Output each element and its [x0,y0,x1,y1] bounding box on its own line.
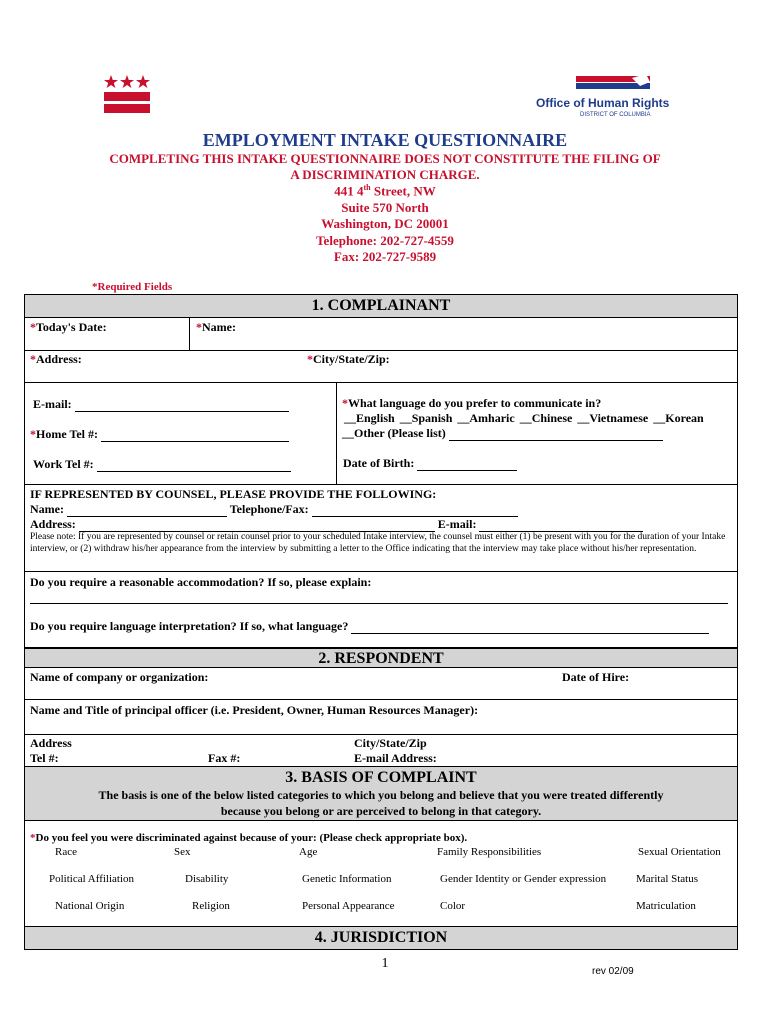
ohr-logo-subtext: DISTRICT OF COLUMBIA [580,112,651,118]
required-asterisk: * [307,352,313,366]
category-age[interactable]: Age [299,846,318,858]
office-street-name: Street, NW [370,183,436,199]
email-label: E-mail: [33,397,72,411]
section-basis-header [24,766,738,821]
counsel-email-label: E-mail: [437,517,477,531]
office-street [0,183,770,199]
counsel-name-label: Name: [30,502,64,516]
respondent-address-label[interactable]: Address [30,736,72,750]
counsel-name-field[interactable] [30,502,518,517]
counsel-heading: IF REPRESENTED BY COUNSEL, PLEASE PROVIDE THE FOLLOWING: [30,487,437,501]
section-jurisdiction-title: 4. JURISDICTION [314,929,448,946]
section-jurisdiction-header [24,926,738,950]
city-state-zip-field[interactable] [307,352,390,367]
counsel-tel-label: Telephone/Fax: [229,502,309,516]
work-tel-field[interactable] [33,457,291,472]
email-field[interactable] [33,397,289,412]
home-tel-field[interactable] [30,427,289,442]
office-street-number: 441 4 [334,183,364,199]
basis-description-line1: The basis is one of the below listed categories to which you belong and believe that you were treated differently [98,788,664,802]
company-name-label[interactable]: Name of company or organization: [30,670,209,684]
category-religion[interactable]: Religion [192,900,230,912]
respondent-email-label[interactable]: E-mail Address: [354,751,437,765]
language-options[interactable]: __English __Spanish __Amharic __Chinese __Vietnamese __Korean [344,411,704,425]
category-gender-identity[interactable]: Gender Identity or Gender expression [440,873,607,885]
required-asterisk: * [196,320,202,334]
principal-officer-label[interactable]: Name and Title of principal officer (i.e. President, Owner, Human Resources Manager): [30,703,479,717]
category-family-responsibilities[interactable]: Family Responsibilities [437,846,542,858]
todays-date-label: Today's Date: [36,320,107,334]
name-field[interactable] [196,320,236,335]
name-label: Name: [202,320,236,334]
category-political-affiliation[interactable]: Political Affiliation [49,873,135,885]
office-fax: Fax: 202-727-9589 [333,249,437,264]
language-question [342,396,601,411]
required-asterisk: * [342,396,348,410]
ohr-logo [536,74,670,122]
accommodation-question: Do you require a reasonable accommodation? If so, please explain: [30,575,372,589]
discrimination-question-label: Do you feel you were discriminated against because of your: (Please check appropriate box). [35,832,468,844]
revision-label: rev 02/09 [592,966,634,977]
work-tel-label: Work Tel #: [33,457,94,471]
address-label: Address: [36,352,82,366]
office-suite: Suite 570 North [341,200,429,215]
category-personal-appearance[interactable]: Personal Appearance [302,900,395,912]
date-of-birth-field[interactable] [343,456,517,471]
office-city: Washington, DC 20001 [321,216,449,231]
office-street-suffix: th [363,183,371,192]
language-question-label: What language do you prefer to communicate in? [348,396,602,410]
category-national-origin[interactable]: National Origin [55,900,125,912]
accommodation-answer-line[interactable] [30,603,728,604]
category-color[interactable]: Color [440,900,466,912]
category-sexual-orientation[interactable]: Sexual Orientation [638,846,721,858]
discrimination-question [30,832,467,844]
category-matriculation[interactable]: Matriculation [636,900,696,912]
category-sex[interactable]: Sex [174,846,191,858]
date-of-birth-label: Date of Birth: [343,456,415,470]
respondent-fax-label[interactable]: Fax #: [208,751,241,765]
home-tel-label: Home Tel #: [36,427,98,441]
respondent-tel-label[interactable]: Tel #: [30,751,59,765]
counsel-address-label: Address: [30,517,76,531]
disclaimer-line1: COMPLETING THIS INTAKE QUESTIONNAIRE DOES NOT CONSTITUTE THE FILING OF [109,151,661,166]
category-race[interactable]: Race [55,846,77,858]
todays-date-field[interactable] [30,320,107,335]
required-asterisk: * [30,832,36,844]
respondent-city-state-zip-label[interactable]: City/State/Zip [354,736,427,750]
interpretation-question[interactable] [30,619,709,634]
page-number: 1 [381,956,389,971]
office-telephone: Telephone: 202-727-4559 [316,233,454,248]
city-state-zip-label: City/State/Zip: [313,352,390,366]
category-genetic-information[interactable]: Genetic Information [302,873,392,885]
language-other-label: __Other (Please list) [342,426,446,440]
required-asterisk: * [30,427,36,441]
section-complainant-header [24,294,738,318]
required-fields-note: *Required Fields [92,281,173,293]
category-disability[interactable]: Disability [185,873,229,885]
category-marital-status[interactable]: Marital Status [636,873,699,885]
counsel-address-field[interactable] [30,517,643,532]
section-respondent-title: 2. RESPONDENT [318,650,444,667]
required-asterisk: * [30,352,36,366]
address-field[interactable] [30,352,82,367]
section-respondent-header [24,648,738,668]
basis-description-line2: because you belong or are perceived to belong in that category. [220,804,542,818]
date-of-hire-label[interactable]: Date of Hire: [562,670,630,684]
interpretation-question-label: Do you require language interpretation? If so, what language? [30,619,349,633]
ohr-logo-text: Office of Human Rights [536,96,670,110]
counsel-note: Please note: If you are represented by counsel or retain counsel prior to your scheduled Intake interview, the counsel must either (1) be present with you for the duration of your Intake interview, or (2) withdraw his/her appearance from the interview by submitting a letter to the Office indicating that the interview may take place without his/her representation. [30,532,726,554]
language-other-field[interactable] [342,426,663,441]
disclaimer-line2: A DISCRIMINATION CHARGE. [290,167,480,182]
section-complainant-title: 1. COMPLAINANT [311,297,451,314]
page-title: EMPLOYMENT INTAKE QUESTIONNAIRE [202,130,568,150]
section-basis-title: 3. BASIS OF COMPLAINT [285,769,477,786]
dc-flag-logo [104,75,150,115]
required-asterisk: * [30,320,36,334]
